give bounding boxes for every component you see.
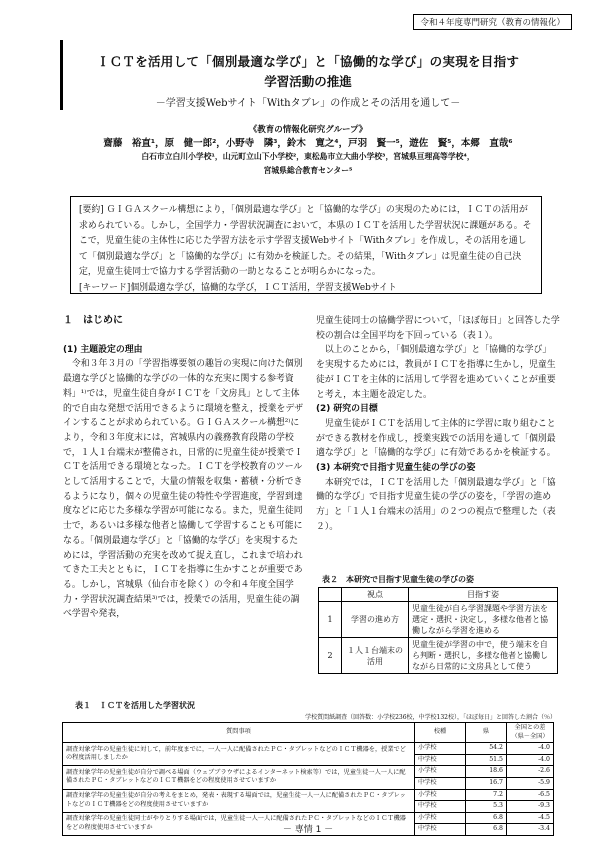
table2-cell: 2	[319, 638, 342, 674]
table1-cell: -2.6	[507, 766, 554, 778]
table2-caption: 表２ 本研究で目指す児童生徒の学びの姿	[322, 575, 474, 584]
abstract-label: [要約]	[79, 205, 104, 215]
table1-question: 調査対象学年の児童生徒が自分で調べる場面（ウェブブラウザによるインターネット検索等）では，児童生徒一人一人に配備されたＰＣ・タブレットなどのＩＣＴ機器をどの程度使用させていますか	[63, 766, 415, 789]
table1-header-cell: 校種	[415, 723, 466, 743]
table2-header-cell	[319, 588, 342, 602]
table1-cell: 51.5	[466, 754, 507, 766]
paragraph-goal: 児童生徒がＩＣＴを活用して主体的に学習に取り組むことができる教材を作成し，授業実践での活用を通して「個別最適な学び」と「協働的な学び」に有効であるかを検証する。	[316, 418, 556, 459]
table1-cell: 16.7	[466, 777, 507, 789]
table2-cell: 学習の進め方	[342, 602, 409, 638]
table1-cell: 6.8	[466, 824, 507, 836]
left-column	[63, 314, 307, 622]
table1-cell: 中学校	[415, 777, 466, 789]
abstract	[79, 203, 533, 281]
table1-cell: 小学校	[415, 743, 466, 755]
table1-header-cell: 質問事項	[63, 723, 415, 743]
author-list: 齋藤 裕直¹，原 健一郎²，小野寺 隣³，鈴木 寛之⁴，戸羽 賢一⁵，遊佐 賢⁵，本郷 直哉⁶	[103, 138, 513, 149]
table1-question: 調査対象学年の児童生徒が自分の考えをまとめ，発表・表現する場面では，児童生徒一人一人に配備されたＰＣ・タブレットなどのＩＣＴ機器をどの程度使用させていますか	[63, 789, 415, 812]
table1-cell: 中学校	[415, 754, 466, 766]
abstract-text: ＧＩＧＡスクール構想により，「個別最適な学び」と「協働的な学び」の実現のためには，ＩＣＴの活用が求められている。しかし，全国学力・学習状況調査において，本県のＩＣＴを活用した学習状況に課題がある。そこで，児童生徒の主体性に応じた学習方法を示す学習支援Webサイト「Withタブレ」を作成し，その活用を通して「個別最適な学び」と「協働的な学び」に有効かを検証した。その結果，「Withタブレ」は児童生徒の自己決定，児童生徒同士で協力する学習活動の一助となることが明らかになった。	[79, 205, 532, 278]
affiliations-line-2: 宮城県総合教育センター⁵	[263, 166, 353, 175]
paper-subtitle: －学習支援Webサイト「Withタブレ」の作成とその活用を通して－	[155, 98, 461, 109]
table1-cell: -4.0	[507, 743, 554, 755]
table1-question: 調査対象学年の児童生徒に対して，前年度までに，一人一人に配備されたＰＣ・タブレットなどのＩＣＴ機器を，授業でどの程度活用しましたか	[63, 743, 415, 766]
keywords-text: 個別最適な学び，協働的な学び，ＩＣＴ活用，学習支援Webサイト	[130, 282, 397, 293]
table1-header-cell: 県	[466, 723, 507, 743]
abstract-box	[70, 196, 542, 294]
paper-title: ＩＣＴを活用して「個別最適な学び」と「協働的な学び」の実現を目指す	[96, 54, 520, 69]
table-row	[319, 638, 558, 674]
table1-cell: 中学校	[415, 801, 466, 813]
table1-cell: 小学校	[415, 812, 466, 824]
keywords	[79, 281, 533, 294]
table1-cell: 18.6	[466, 766, 507, 778]
table1-header-cell: 全国との差（県－全国）	[507, 723, 554, 743]
table1-cell: -5.9	[507, 777, 554, 789]
table1-cell: 5.3	[466, 801, 507, 813]
table2-cell: 児童生徒が自ら学習課題や学習方法を選定・選択・決定し，多様な他者と協働しながら学習を進める	[409, 602, 558, 638]
subsection-heading-reason: (1) 主題設定の理由	[63, 344, 143, 355]
table2-cell: １人１台端末の活用	[342, 638, 409, 674]
affiliations	[0, 150, 616, 178]
subsection-heading-goal: (2) 研究の目標	[316, 404, 378, 415]
table2-header-cell: 視点	[342, 588, 409, 602]
table1-note: 学校質問紙調査（回答数：小学校236校，中学校132校），「ほぼ毎日」と回答した割合（％）	[305, 714, 556, 721]
section-heading-introduction: １ はじめに	[63, 315, 123, 326]
right-column	[316, 314, 560, 535]
table1-header-row	[63, 723, 554, 743]
table1-cell: -9.3	[507, 801, 554, 813]
affiliations-line-1: 白石市立白川小学校¹，山元町立山下小学校²，東松島市立大曲小学校³，宮城県亘理高等学校⁴，	[141, 152, 475, 161]
paragraph-reason-continued: 児童生徒同士の協働学習について，「ほぼ毎日」と回答した学校の割合は全国平均を下回っている（表１）。	[316, 316, 560, 341]
table1-cell: 7.2	[466, 789, 507, 801]
page-footer: － 専情 1 －	[282, 825, 334, 835]
table2-cell: 児童生徒が学習の中で，使う端末を自ら判断・選択し，多様な他者と協働しながら日常的に文房具として使う	[409, 638, 558, 674]
table2-header-cell: 目指す姿	[409, 588, 558, 602]
table-row	[63, 766, 554, 778]
table1-question: 調査対象学年の児童生徒同士がやりとりする場面では，児童生徒一人一人に配備されたＰＣ・タブレットなどのＩＣＴ機器をどの程度使用させていますか	[63, 812, 415, 835]
table1-cell: 中学校	[415, 824, 466, 836]
table1-cell: -3.4	[507, 824, 554, 836]
subsection-heading-vision: (3) 本研究で目指す児童生徒の学びの姿	[316, 463, 476, 474]
table2-header-row	[319, 588, 558, 602]
table1-cell: 小学校	[415, 789, 466, 801]
table-row	[319, 602, 558, 638]
paragraph-reason: 令和３年３月の「学習指導要領の趣旨の実現に向けた個別最適な学びと協働的な学びの一体的な充実に関する参考資料」¹⁾では，児童生徒自身がＩＣＴを「文房具」として主体的で自由な発想で活用できるように環境を整え，授業をデザインすることが求められている。ＧＩＧＡスクール構想²⁾により，令和３年度末には，宮城県内の義務教育段階の学校で，１人１台端末が整備され，日常的に児童生徒が授業でＩＣＴを活用できる環境となった。ＩＣＴを学校教育のツールとして活用することで，大量の情報を収集・蓄積・分析できるようになり，個々の児童生徒の特性や学習進度，学習到達度などに応じた多様な学習が可能になる。また，児童生徒同士で，あるいは多様な他者と協働して学習することも可能になる。「個別最適な学び」と「協働的な学び」を実現するためには，学習活動の充実を改めて捉え直し，これまで培われてきた工夫とともに，ＩＣＴを指導に生かすことが重要である。しかし，宮城県（仙台市を除く）の令和４年度全国学力・学習状況調査結果³⁾では，授業での活用，児童生徒の調べ学習や発表，	[63, 359, 304, 620]
table1-caption: 表１ ＩＣＴを活用した学習状況	[75, 701, 195, 710]
table-row	[63, 789, 554, 801]
research-group: 《教育の情報化研究グループ》	[248, 125, 368, 135]
paragraph-vision: 本研究では，ＩＣＴを活用した「個別最適な学び」と「協働的な学び」で目指す児童生徒の学びの姿を，「学習の進め方」と「１人１台端末の活用」の２つの視点で整理した（表２）。	[316, 477, 556, 532]
table1-cell: 54.2	[466, 743, 507, 755]
paper-title-line2: 学習活動の推進	[264, 74, 352, 89]
report-category-tag: 令和４年度専門研究（教育の情報化）	[413, 14, 572, 30]
table2-cell: 1	[319, 602, 342, 638]
table1-cell: 小学校	[415, 766, 466, 778]
keywords-label: [キーワード]	[79, 282, 131, 293]
table-row	[63, 743, 554, 755]
table1-cell: -4.5	[507, 812, 554, 824]
table1-cell: -6.5	[507, 789, 554, 801]
table2	[318, 587, 558, 674]
table1	[62, 722, 554, 836]
table1-cell: -4.0	[507, 754, 554, 766]
table1-cell: 6.8	[466, 812, 507, 824]
paragraph-conclusion: 以上のことから，「個別最適な学び」と「協働的な学び」を実現するためには，教員がＩＣＴを指導に生かし，児童生徒がＩＣＴを主体的に活用して学習を進めていくことが重要と考え，本主題を設定した。	[316, 345, 556, 400]
